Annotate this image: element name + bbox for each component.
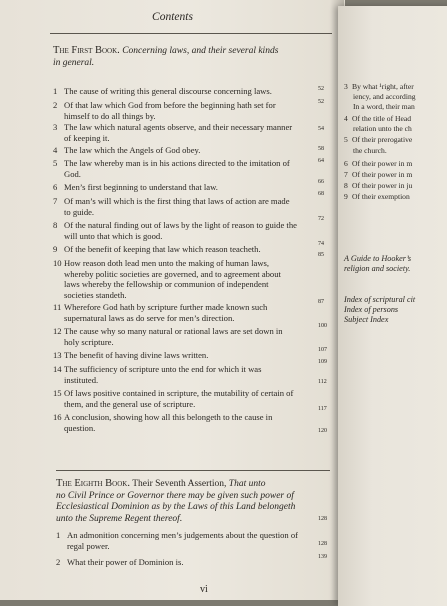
entry-page-number: 52 bbox=[318, 86, 324, 92]
first-book-subtitle-1: Concerning laws, and their several kinds bbox=[122, 46, 279, 56]
entry-number: 5 bbox=[53, 158, 58, 168]
right-entry-text: Of their exemption bbox=[352, 192, 410, 201]
entry-line: himself to do all things by. bbox=[64, 110, 156, 121]
first-book-heading bbox=[53, 45, 323, 69]
eighth-book-subtitle-3: Ecclesiastical Dominion as by the Laws of this Land belongeth bbox=[56, 502, 296, 512]
right-entry-line bbox=[353, 92, 416, 102]
right-entry-text: the church. bbox=[353, 146, 387, 155]
right-entry-line bbox=[344, 82, 414, 92]
entry-line: question. bbox=[64, 422, 96, 433]
right-entry-line bbox=[353, 124, 412, 134]
right-entry-text: iency, and according bbox=[353, 92, 416, 101]
entry-text bbox=[64, 182, 309, 193]
entry-line: The law whereby man is in his actions directed to the imitation of bbox=[64, 158, 290, 168]
entry-line: to guide. bbox=[64, 206, 95, 217]
right-entry-number: 3 bbox=[344, 82, 348, 91]
entry-page-number: 107 bbox=[318, 347, 327, 353]
entry-page-number: 109 bbox=[318, 359, 327, 365]
entry-line: Of laws positive contained in scripture, the mutability of certain of bbox=[64, 388, 294, 398]
entry-line: The law which natural agents observe, and their necessary manner bbox=[64, 122, 293, 132]
entry-line: The law which the Angels of God obey. bbox=[64, 145, 201, 155]
entry-line: them, and the general use of scripture. bbox=[64, 398, 196, 409]
entry-page-number: 112 bbox=[318, 379, 327, 385]
right-entry-line bbox=[344, 159, 412, 169]
entry-number: 16 bbox=[53, 412, 62, 422]
eighth-book-title: The Eighth Book. bbox=[56, 478, 130, 489]
right-entry-text: By what ¹right, after bbox=[352, 82, 414, 91]
entry-line: holy scripture. bbox=[64, 336, 114, 347]
entry-number: 9 bbox=[53, 244, 58, 254]
entry-line: An admonition concerning men’s judgements about the question of bbox=[67, 530, 299, 540]
right-entry-line bbox=[344, 170, 412, 180]
right-entry-text: Of their power in ju bbox=[352, 181, 413, 190]
entry-line: Men’s first beginning to understand that law. bbox=[64, 182, 218, 192]
entry-line: will unto that which is good. bbox=[64, 230, 163, 241]
entry-text bbox=[64, 158, 309, 179]
entry-page-number: 74 bbox=[318, 241, 324, 247]
entry-page-number: 54 bbox=[318, 126, 324, 132]
right-entry-number: 9 bbox=[344, 192, 348, 201]
right-entry-number: 8 bbox=[344, 181, 348, 190]
entry-line: How reason doth lead men unto the making of human laws, bbox=[64, 258, 270, 268]
entry-number: 6 bbox=[53, 182, 58, 192]
entry-line: of keeping it. bbox=[64, 132, 110, 143]
entry-number: 2 bbox=[56, 557, 61, 567]
entry-number: 1 bbox=[56, 530, 61, 540]
entry-number: 4 bbox=[53, 145, 58, 155]
entry-text bbox=[67, 557, 312, 568]
entry-number: 2 bbox=[53, 100, 58, 110]
entry-line: instituted. bbox=[64, 374, 99, 385]
entry-page-number: 117 bbox=[318, 406, 327, 412]
entry-text bbox=[67, 530, 312, 551]
entry-page-number: 128 bbox=[318, 541, 327, 547]
entry-text bbox=[64, 145, 309, 156]
entry-text bbox=[64, 388, 309, 409]
entry-number: 8 bbox=[53, 220, 58, 230]
entry-line: Of the benefit of keeping that law which reason teacheth. bbox=[64, 244, 261, 254]
entry-line: What their power of Dominion is. bbox=[67, 557, 184, 567]
entry-number: 12 bbox=[53, 326, 62, 336]
entry-line: Of that law which God from before the beginning hath set for bbox=[64, 100, 276, 110]
entry-number: 13 bbox=[53, 350, 62, 360]
right-entry-text: Of their power in m bbox=[352, 159, 413, 168]
right-entry-text: relation unto the ch bbox=[353, 124, 412, 133]
entry-page-number: 85 bbox=[318, 252, 324, 258]
entry-line: The benefit of having divine laws written. bbox=[64, 350, 209, 360]
entry-text bbox=[64, 86, 309, 97]
entry-number: 3 bbox=[53, 122, 58, 132]
entry-text bbox=[64, 244, 309, 255]
entry-page-number: 66 bbox=[318, 179, 324, 185]
guide-line-2: religion and society. bbox=[344, 264, 411, 273]
entry-text bbox=[64, 122, 309, 143]
entry-line: laws whereby the fellowship or communion of independent bbox=[64, 279, 269, 290]
entry-number: 1 bbox=[53, 86, 58, 96]
eighth-book-subtitle-4: unto the Supreme Regent thereof. bbox=[56, 513, 183, 524]
entry-page-number: 68 bbox=[318, 191, 324, 197]
page-header: Contents bbox=[152, 11, 193, 23]
right-entry-line bbox=[353, 146, 387, 156]
right-entry-text: Of the title of Head bbox=[352, 114, 412, 123]
right-entry-text: In a word, their man bbox=[353, 102, 415, 111]
entry-line: God. bbox=[64, 168, 81, 179]
entry-text bbox=[64, 412, 309, 433]
eighth-book-subtitle-1: That unto bbox=[228, 479, 266, 489]
right-entry-line bbox=[344, 114, 411, 124]
entry-page-number: 139 bbox=[318, 554, 327, 560]
entry-line: The cause of writing this general discourse concerning laws. bbox=[64, 86, 272, 96]
index-line-2: Index of persons bbox=[344, 305, 399, 314]
right-entry-line bbox=[344, 181, 412, 191]
page-number-footer: vi bbox=[200, 584, 208, 595]
right-entry-text: Of their prerogative bbox=[352, 135, 413, 144]
entry-page-number: 87 bbox=[318, 299, 324, 305]
entry-page-number: 64 bbox=[318, 158, 324, 164]
first-book-title: The First Book. bbox=[53, 45, 120, 56]
eighth-book-subtitle-2: no Civil Prince or Governor there may be given such power of bbox=[56, 490, 294, 501]
entry-line: A conclusion, showing how all this belongeth to the cause in bbox=[64, 412, 273, 422]
right-entry-line bbox=[344, 192, 410, 202]
right-entry-number: 4 bbox=[344, 114, 348, 123]
right-entry-number: 5 bbox=[344, 135, 348, 144]
index-line-1: Index of scriptural cit bbox=[344, 295, 416, 304]
right-entry-line bbox=[344, 135, 412, 145]
guide-line-1: A Guide to Hooker’s bbox=[344, 254, 412, 263]
entry-line: Of man’s will which is the first thing that laws of action are made bbox=[64, 196, 290, 206]
entry-text bbox=[64, 326, 309, 347]
entry-line: supernatural laws as do serve for men’s direction. bbox=[64, 312, 235, 323]
entry-text bbox=[64, 220, 309, 241]
entry-text bbox=[64, 196, 309, 217]
section-divider bbox=[56, 470, 330, 471]
entry-number: 14 bbox=[53, 364, 62, 374]
entry-line: societies standeth. bbox=[64, 289, 127, 300]
entry-line: Wherefore God hath by scripture further made known such bbox=[64, 302, 268, 312]
index-line-3: Subject Index bbox=[344, 315, 389, 324]
right-entry-number: 6 bbox=[344, 159, 348, 168]
entry-page-number: 120 bbox=[318, 428, 327, 434]
entry-number: 7 bbox=[53, 196, 58, 206]
eighth-book-assertion: Their Seventh Assertion, bbox=[132, 479, 227, 489]
first-book-subtitle-2: in general. bbox=[53, 57, 95, 68]
entry-number: 10 bbox=[53, 258, 62, 268]
entry-line: Of the natural finding out of laws by the light of reason to guide the bbox=[64, 220, 297, 230]
entry-text bbox=[64, 364, 309, 385]
header-rule bbox=[50, 33, 332, 34]
right-entry-text: Of their power in m bbox=[352, 170, 413, 179]
entry-page-number: 72 bbox=[318, 216, 324, 222]
eighth-book-heading bbox=[56, 478, 326, 525]
entry-line: regal power. bbox=[67, 540, 110, 551]
eighth-book-heading-page: 128 bbox=[318, 516, 327, 522]
entry-line: whereby politic societies are governed, and to agreement about bbox=[64, 268, 281, 279]
entry-page-number: 100 bbox=[318, 323, 327, 329]
right-page bbox=[338, 6, 447, 606]
entry-line: The cause why so many natural or rational laws are set down in bbox=[64, 326, 283, 336]
entry-text bbox=[64, 302, 309, 323]
entry-page-number: 52 bbox=[318, 99, 324, 105]
entry-page-number: 58 bbox=[318, 146, 324, 152]
right-entry-line bbox=[353, 102, 415, 112]
entry-line: The sufficiency of scripture unto the end for which it was bbox=[64, 364, 262, 374]
entry-number: 15 bbox=[53, 388, 62, 398]
entry-text bbox=[64, 258, 309, 300]
right-entry-number: 7 bbox=[344, 170, 348, 179]
entry-text bbox=[64, 100, 309, 121]
entry-number: 11 bbox=[53, 302, 62, 312]
entry-text bbox=[64, 350, 309, 361]
